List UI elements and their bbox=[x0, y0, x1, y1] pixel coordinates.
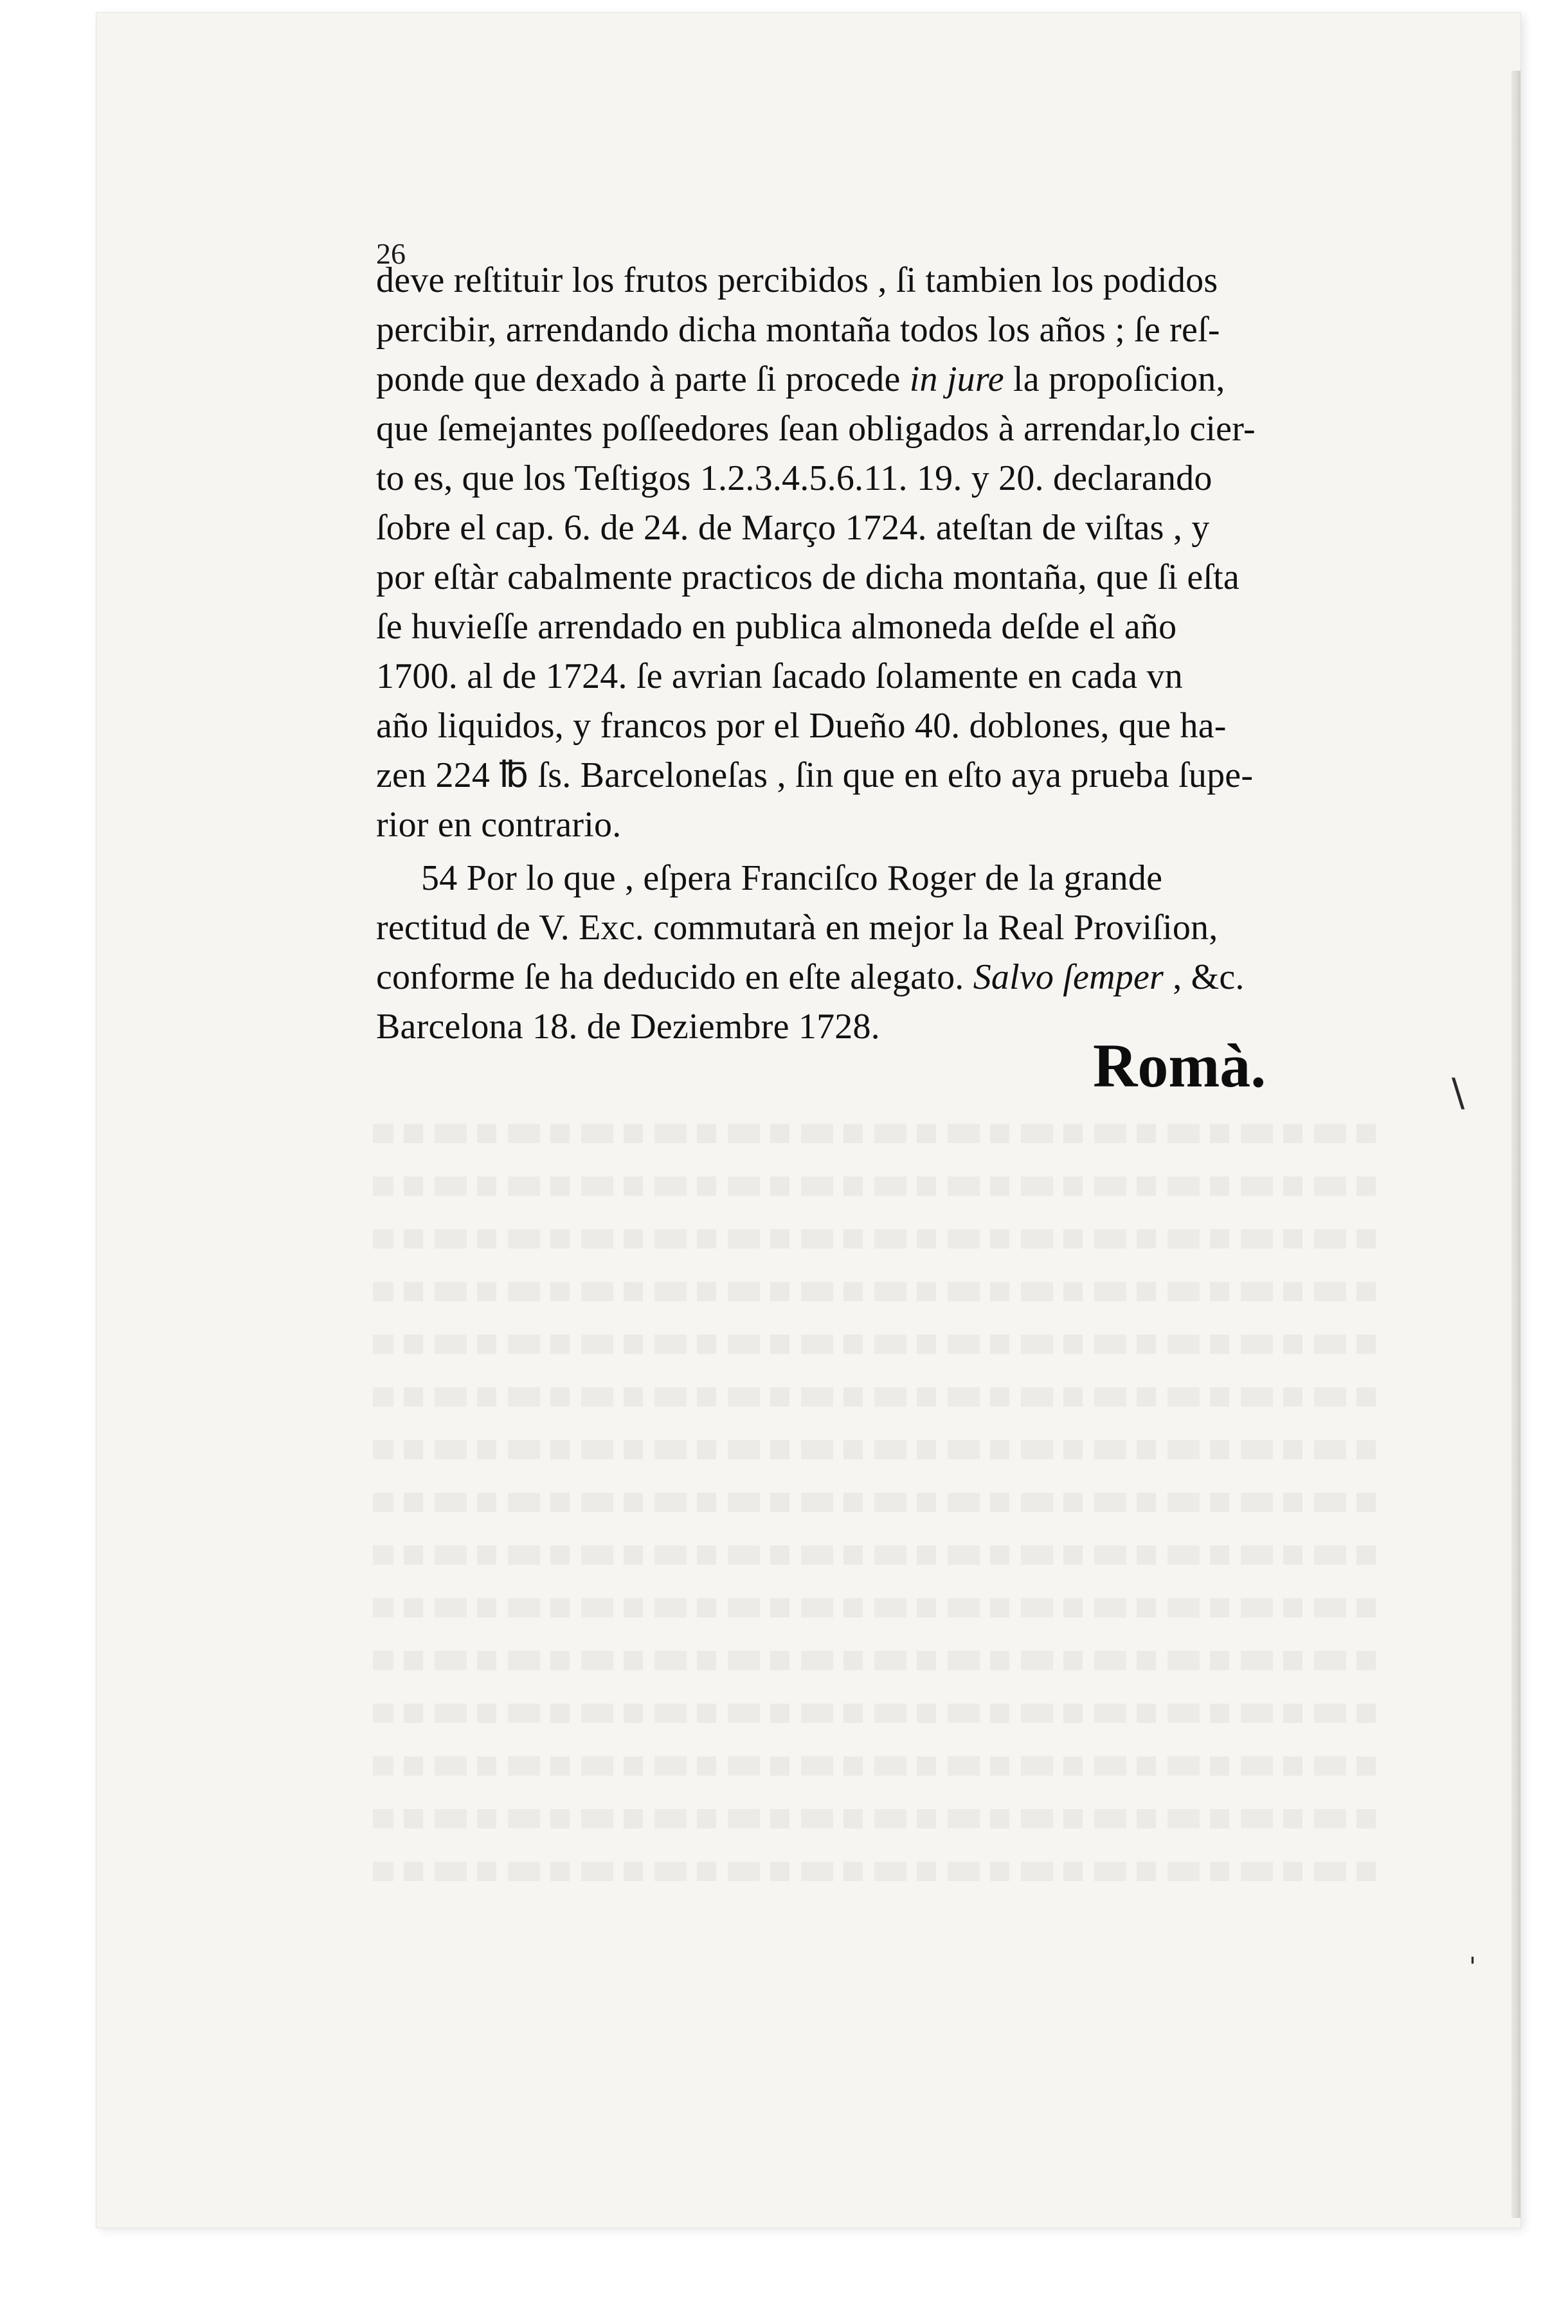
text-line: ponde que dexado à parte ſi procede in jure la propoſicion, bbox=[376, 359, 1225, 399]
text-line: zen 224 ℔ ſs. Barceloneſas , ſin que en eſto aya prueba ſupe- bbox=[376, 755, 1254, 795]
text-line: deve reſtituir los frutos percibidos , ſi tambien los podidos bbox=[376, 260, 1218, 300]
text-line: to es, que los Teſtigos 1.2.3.4.5.6.11. 19. y 20. declarando bbox=[376, 458, 1212, 498]
text-line: rectitud de V. Exc. commutarà en mejor la Real Proviſion, bbox=[376, 908, 1218, 948]
margin-mark: ' bbox=[1469, 1952, 1476, 1982]
show-through-text bbox=[373, 1106, 1376, 1909]
text-line: por eſtàr cabalmente practicos de dicha montaña, que ſi eſta bbox=[376, 557, 1239, 597]
text-line: rior en contrario. bbox=[376, 805, 622, 845]
text-line: 1700. al de 1724. ſe avrian ſacado ſolamente en cada vn bbox=[376, 656, 1183, 696]
text-line: que ſemejantes poſſeedores ſean obligados à arrendar,lo cier- bbox=[376, 409, 1256, 449]
text-line: Barcelona 18. de Deziembre 1728. bbox=[376, 1007, 880, 1047]
text-line: 54 Por lo que , eſpera Franciſco Roger de la grande bbox=[421, 858, 1163, 898]
text-line: conforme ſe ha deducido en eſte alegato. Salvo ſemper , &c. bbox=[376, 957, 1245, 997]
text-line: año liquidos, y francos por el Dueño 40. doblones, que ha- bbox=[376, 706, 1227, 746]
text-line: percibir, arrendando dicha montaña todos los años ; ſe reſ- bbox=[376, 310, 1220, 350]
page-number: 26 bbox=[376, 237, 406, 270]
text-line: ſe huvieſſe arrendado en publica almoneda deſde el año bbox=[376, 607, 1177, 647]
signature: Romà. bbox=[1093, 1031, 1266, 1100]
margin-mark: \ bbox=[1452, 1070, 1465, 1115]
page-edge bbox=[1511, 71, 1520, 2218]
text-line: ſobre el cap. 6. de 24. de Março 1724. ateſtan de viſtas , y bbox=[376, 508, 1210, 548]
